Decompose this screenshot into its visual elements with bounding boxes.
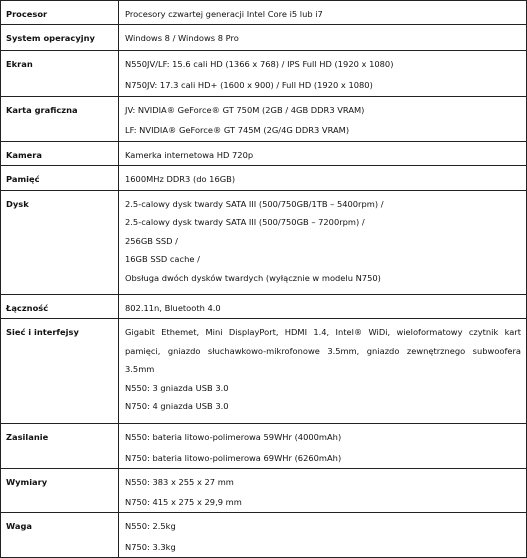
row-label: Waga [1,513,119,558]
row-label: Wymiary [1,468,119,513]
value-line: JV: NVIDIA® GeForce® GT 750M (2GB / 4GB DDR3 VRAM) [125,104,365,115]
row-label: Pamięć [1,166,119,190]
row-value [119,468,527,513]
row-value [119,319,527,424]
table-row [1,190,527,294]
value-line: 1600MHz DDR3 (do 16GB) [125,174,236,185]
row-label: Dysk [1,190,119,294]
row-value [119,96,527,142]
value-line: N550: bateria litowo-polimerowa 59WHr (4000mAh) [125,432,342,443]
value-line: N750JV: 17.3 cali HD+ (1600 x 900) / Full HD (1920 x 1080) [125,79,373,90]
value-line: N750: 415 x 275 x 29,9 mm [125,497,242,508]
value-line: N750: bateria litowo-polimerowa 69WHr (6260mAh) [125,452,342,463]
table-row [1,51,527,97]
row-value [119,1,527,25]
row-label: Procesor [1,1,119,25]
value-line: N550: 2.5kg [125,521,176,532]
table-row [1,319,527,424]
value-line: 16GB SSD cache / [125,254,200,265]
value-line: 2.5-calowy dysk twardy SATA III (500/750GB – 7200rpm) / [125,217,365,228]
value-line: LF: NVIDIA® GeForce® GT 745M (2G/4G DDR3 VRAM) [125,125,350,136]
row-value [119,294,527,318]
row-value [119,513,527,558]
value-line: Kamerka internetowa HD 720p [125,150,254,161]
value-line: 2.5-calowy dysk twardy SATA III (500/750GB/1TB – 5400rpm) / [125,198,384,209]
value-line: Windows 8 / Windows 8 Pro [125,32,239,43]
table-row [1,142,527,166]
row-label: Ekran [1,51,119,97]
row-value [119,142,527,166]
value-line: Gigabit Ethemet, Mini DisplayPort, HDMI 1.4, Intel® WiDi, wieloformatowy czytnik kart pamięci, gniazdo słuchawkowo-mikrofonowe 3.5mm, gniazdo zewnętrznego subwoofera 3.5mm [125,327,521,375]
row-value [119,24,527,50]
row-label: System operacyjny [1,24,119,50]
row-label: Łączność [1,294,119,318]
table-row [1,24,527,50]
row-value [119,166,527,190]
row-value [119,190,527,294]
value-line: N550: 3 gniazda USB 3.0 [125,382,229,393]
value-line: N750: 3.3kg [125,541,176,552]
row-value [119,424,527,469]
value-line: N750: 4 gniazda USB 3.0 [125,401,229,412]
value-line: N550JV/LF: 15.6 cali HD (1366 x 768) / IPS Full HD (1920 x 1080) [125,59,394,70]
row-value [119,51,527,97]
table-row [1,468,527,513]
table-row [1,294,527,318]
table-row [1,1,527,25]
table-row [1,513,527,558]
value-line: 256GB SSD / [125,235,178,246]
value-line: Obsługa dwóch dysków twardych (wyłącznie w modelu N750) [125,272,381,283]
row-label: Karta graficzna [1,96,119,142]
row-label: Sieć i interfejsy [1,319,119,424]
value-line: Procesory czwartej generacji Intel Core i5 lub i7 [125,9,323,19]
table-row [1,166,527,190]
table-row [1,424,527,469]
row-label: Kamera [1,142,119,166]
value-line: 802.11n, Bluetooth 4.0 [125,302,221,313]
value-line: N550: 383 x 255 x 27 mm [125,476,234,487]
table-row [1,96,527,142]
row-label: Zasilanie [1,424,119,469]
